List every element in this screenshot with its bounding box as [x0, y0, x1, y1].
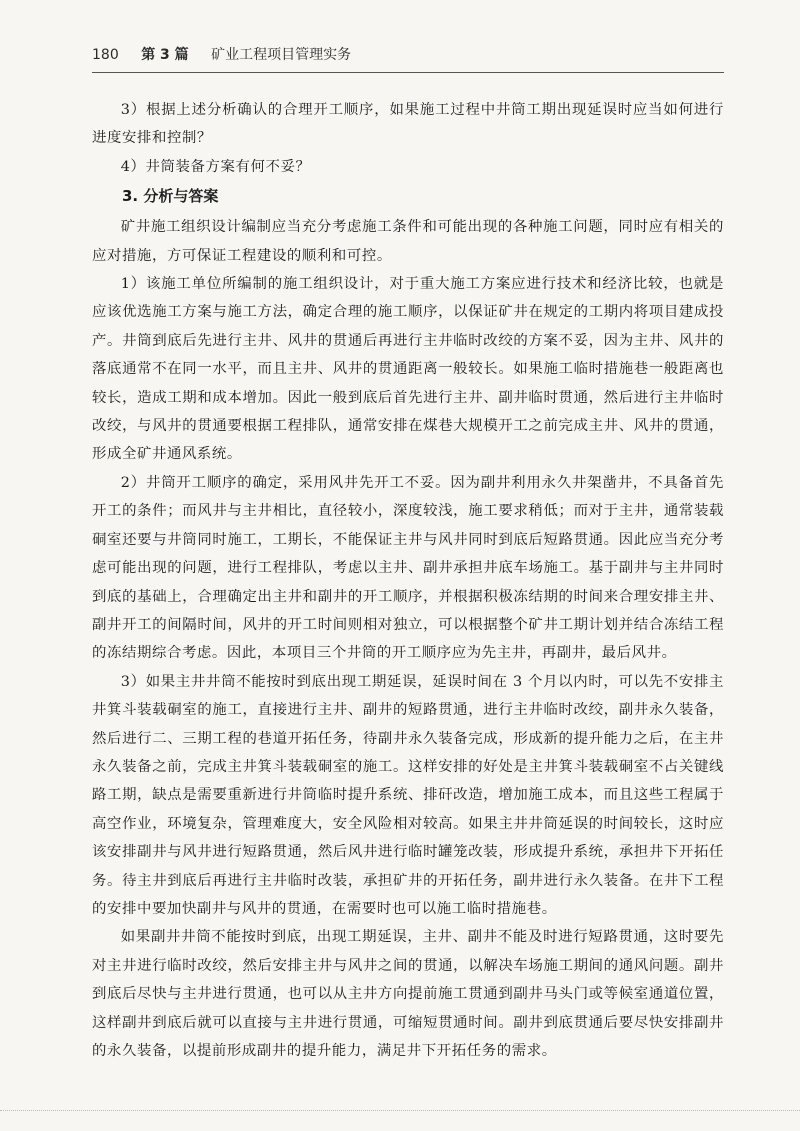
question-3: 3）根据上述分析确认的合理开工顺序，如果施工过程中井筒工期出现延误时应当如何进行进度安排和控制？ [92, 102, 724, 147]
chapter-title: 矿业工程项目管理实务 [211, 47, 352, 63]
page-bottom-edge [0, 1110, 800, 1111]
chapter-label: 第 3 篇 [141, 47, 189, 63]
intro-paragraph: 矿井施工组织设计编制应当充分考虑施工条件和可能出现的各种施工问题，同时应有相关的应对措施，方可保证工程建设的顺利和可控。 [92, 219, 724, 264]
answer-1-paragraph: 1）该施工单位所编制的施工组织设计，对于重大施工方案应进行技术和经济比较，也就是应该优选施工方案与施工方法，确定合理的施工顺序，以保证矿井在规定的工期内将项目建成投产。井筒到底后先进行主井、风井的贯通后再进行主井临时改绞的方案不妥，因为主井、风井的落底通常不在同一水平，而且主井、风井的贯通距离一般较长。如果施工临时措施巷一般距离也较长，造成工期和成本增加。因此一般到底后首先进行主井、副井临时贯通，然后进行主井临时改绞，与风井的贯通要根据工程排队，通常安排在煤巷大规模开工之前完成主井、风井的贯通，形成全矿井通风系统。 [92, 276, 724, 463]
header-rule [92, 72, 724, 73]
answer-3-continued-paragraph: 如果副井井筒不能按时到底，出现工期延误，主井、副井不能及时进行短路贯通，这时要先对主井进行临时改绞，然后安排主井与风井之间的贯通，以解决车场施工期间的通风问题。副井到底后尽快与主井进行贯通，也可以从主井方向提前施工贯通到副井马头门或等候室通道位置，这样副井到底后就可以直接与主井进行贯通，可缩短贯通时间。副井到底贯通后要尽快安排副井的永久装备，以提前形成副井的提升能力，满足井下开拓任务的需求。 [92, 929, 724, 1059]
answer-3-paragraph: 3）如果主井井筒不能按时到底出现工期延误，延误时间在 3 个月以内时，可以先不安排主井箕斗装载硐室的施工，直接进行主井、副井的短路贯通，进行主井临时改绞，副井永久装备，然后进行二、三期工程的巷道开拓任务，待副井永久装备完成，形成新的提升能力之后，在主井永久装备之前，完成主井箕斗装载硐室的施工。这样安排的好处是主井箕斗装载硐室不占关键线路工期，缺点是需要重新进行井筒临时提升系统、排矸改造，增加施工成本，而且这些工程属于高空作业，环境复杂，管理难度大，安全风险相对较高。如果主井井筒延误的时间较长，这时应该安排副井与风井进行短路贯通，然后风井进行临时罐笼改装，形成提升系统，承担井下开拓任务。待主井到底后再进行主井临时改装，承担矿井的开拓任务，副井进行永久装备。在井下工程的安排中要加快副井与风井的贯通，在需要时也可以施工临时措施巷。 [92, 673, 724, 917]
section-heading: 3. 分析与答案 [122, 187, 219, 206]
page-header [92, 44, 351, 64]
question-4: 4）井筒装备方案有何不妥？ [120, 158, 311, 175]
page-number: 180 [92, 47, 119, 63]
page-body [92, 96, 724, 1065]
answer-2-paragraph: 2）井筒开工顺序的确定，采用风井先开工不妥。因为副井利用永久井架凿井，不具备首先开工的条件；而风井与主井相比，直径较小，深度较浅，施工要求稍低；而对于主井，通常装载硐室还要与井筒同时施工，工期长，不能保证主井与风井同时到底后短路贯通。因此应当充分考虑可能出现的问题，进行工程排队，考虑以主井、副井承担井底车场施工。基于副井与主井同时到底的基础上，合理确定出主井和副井的开工顺序，并根据积极冻结期的时间来合理安排主井、副井开工的间隔时间，风井的开工时间则相对独立，可以根据整个矿井工期计划并结合冻结工程的冻结期综合考虑。因此，本项目三个井筒的开工顺序应为先主井，再副井，最后风井。 [92, 474, 724, 662]
